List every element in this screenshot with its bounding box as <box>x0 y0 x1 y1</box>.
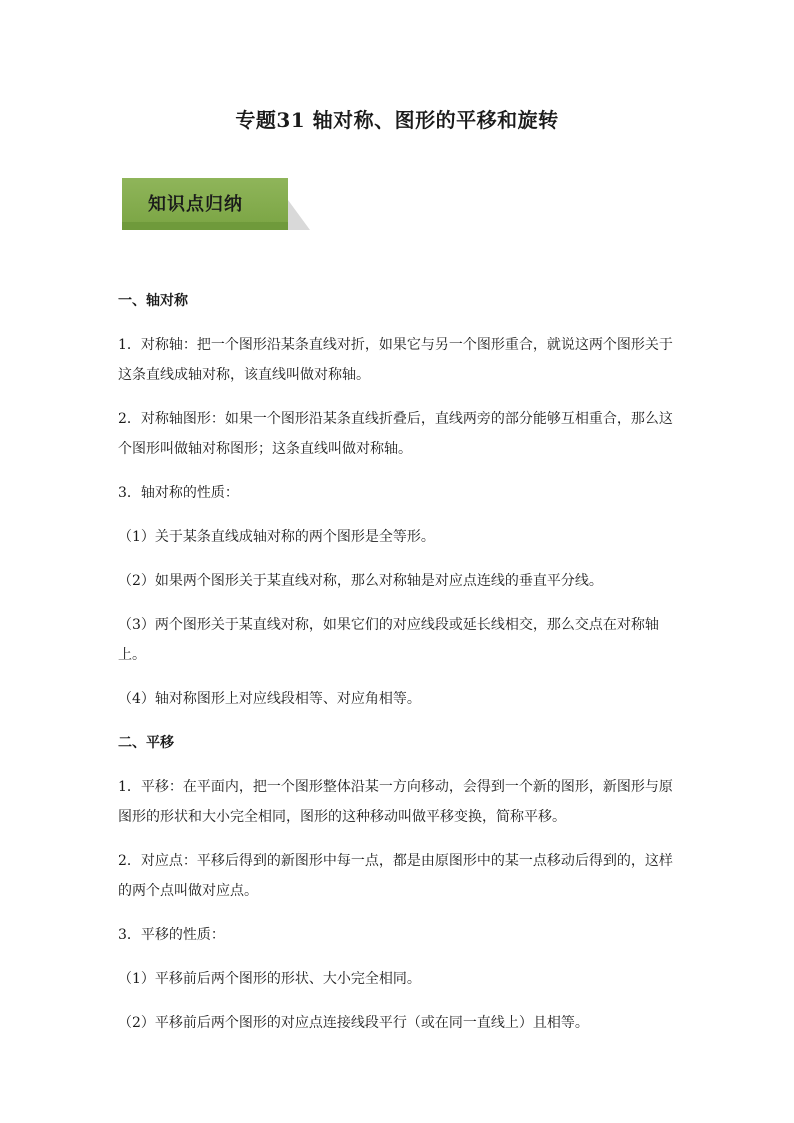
paragraph: （3）两个图形关于某直线对称，如果它们的对应线段或延长线相交，那么交点在对称轴上。 <box>118 617 659 663</box>
paragraph: 3．轴对称的性质： <box>118 485 239 501</box>
paragraph: 2．对应点：平移后得到的新图形中每一点，都是由原图形中的某一点移动后得到的，这样的两个点叫做对应点。 <box>118 853 673 899</box>
section-tag-shadow <box>288 200 310 230</box>
paragraph: （2）平移前后两个图形的对应点连接线段平行（或在同一直线上）且相等。 <box>118 1015 589 1031</box>
paragraph: 3．平移的性质： <box>118 927 225 943</box>
paragraph: 1．平移：在平面内，把一个图形整体沿某一方向移动，会得到一个新的图形，新图形与原图形的形状和大小完全相同，图形的这种移动叫做平移变换，简称平移。 <box>118 779 673 825</box>
document-body <box>118 286 678 1052</box>
section-heading: 二、平移 <box>118 735 174 751</box>
paragraph: （2）如果两个图形关于某直线对称，那么对称轴是对应点连线的垂直平分线。 <box>118 573 603 589</box>
section-tag <box>122 178 310 232</box>
page-title: 专题31 轴对称、图形的平移和旋转 <box>235 108 559 132</box>
paragraph: （1）平移前后两个图形的形状、大小完全相同。 <box>118 971 421 987</box>
paragraph: 2．对称轴图形：如果一个图形沿某条直线折叠后，直线两旁的部分能够互相重合，那么这个图形叫做轴对称图形；这条直线叫做对称轴。 <box>118 411 673 457</box>
paragraph: （4）轴对称图形上对应线段相等、对应角相等。 <box>118 691 421 707</box>
section-tag-label: 知识点归纳 <box>148 194 243 215</box>
section-heading: 一、轴对称 <box>118 293 188 309</box>
section-tag-underline <box>122 222 288 230</box>
paragraph: （1）关于某条直线成轴对称的两个图形是全等形。 <box>118 529 435 545</box>
paragraph: 1．对称轴：把一个图形沿某条直线对折，如果它与另一个图形重合，就说这两个图形关于这条直线成轴对称，该直线叫做对称轴。 <box>118 337 673 383</box>
